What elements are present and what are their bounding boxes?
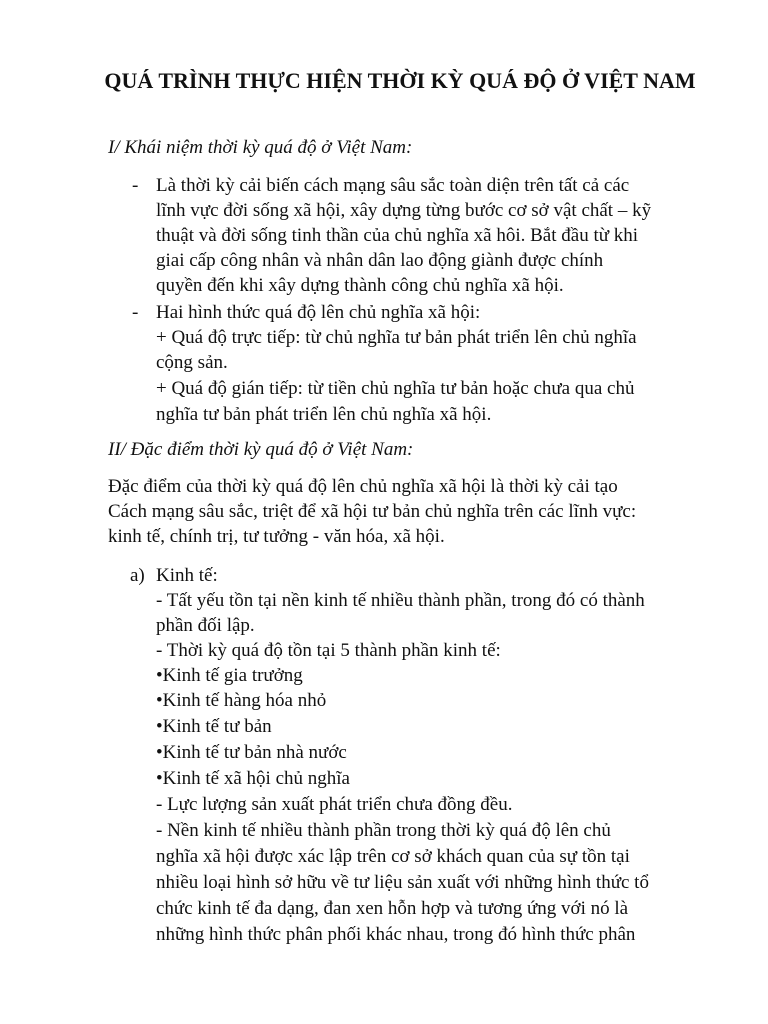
section2-heading: II/ Đặc điểm thời kỳ quá độ ở Việt Nam: (108, 439, 414, 460)
subsection-a-line: •Kinh tế gia trưởng (156, 665, 303, 686)
section1-bullet1-line: quyền đến khi xây dựng thành công chủ nghĩa xã hội. (156, 275, 564, 296)
section2-intro-line: Đặc điểm của thời kỳ quá độ lên chủ nghĩa xã hội là thời kỳ cải tạo (108, 476, 618, 497)
section1-bullet2-line: cộng sản. (156, 352, 228, 373)
section1-bullet2-line: + Quá độ trực tiếp: từ chủ nghĩa tư bản phát triển lên chủ nghĩa (156, 327, 637, 348)
subsection-a-line: - Nền kinh tế nhiều thành phần trong thời kỳ quá độ lên chủ (156, 820, 611, 841)
section1-bullet1-line: thuật và đời sống tinh thần của chủ nghĩa xã hôi. Bắt đầu từ khi (156, 225, 639, 246)
subsection-a-line: - Lực lượng sản xuất phát triển chưa đồng đều. (156, 794, 513, 815)
subsection-a-line: nghĩa xã hội được xác lập trên cơ sở khách quan của sự tồn tại (156, 846, 630, 867)
section1-bullet1-line: Là thời kỳ cải biến cách mạng sâu sắc toàn diện trên tất cả các (156, 175, 630, 196)
subsection-a-line: nhiều loại hình sở hữu về tư liệu sản xuất với những hình thức tổ (156, 872, 649, 893)
subsection-a-line: - Thời kỳ quá độ tồn tại 5 thành phần kinh tế: (156, 640, 501, 661)
section1-heading: I/ Khái niệm thời kỳ quá độ ở Việt Nam: (108, 137, 413, 158)
subsection-a-line: chức kinh tế đa dạng, đan xen hỗn hợp và tương ứng với nó là (156, 898, 629, 919)
section1-bullet1-line: lĩnh vực đời sống xã hội, xây dựng từng bước cơ sở vật chất – kỹ (156, 200, 652, 221)
subsection-a-line: •Kinh tế tư bản (156, 716, 272, 737)
subsection-a-line: •Kinh tế tư bản nhà nước (156, 742, 347, 763)
subsection-a-line: những hình thức phân phối khác nhau, trong đó hình thức phân (156, 924, 636, 945)
section2-intro-line: kinh tế, chính trị, tư tưởng - văn hóa, xã hội. (108, 526, 445, 547)
section1-bullet2-line: + Quá độ gián tiếp: từ tiền chủ nghĩa tư bản hoặc chưa qua chủ (156, 378, 635, 399)
bullet-marker: - (132, 175, 139, 196)
section1-bullet2-line: nghĩa tư bản phát triển lên chủ nghĩa xã hội. (156, 404, 492, 425)
subsection-a-line: phần đối lập. (156, 615, 255, 636)
subsection-a-line: - Tất yếu tồn tại nền kinh tế nhiều thành phần, trong đó có thành (156, 590, 645, 611)
document-title: QUÁ TRÌNH THỰC HIỆN THỜI KỲ QUÁ ĐỘ Ở VIỆT NAM (104, 68, 696, 93)
subsection-a-line: •Kinh tế hàng hóa nhỏ (156, 690, 327, 711)
section1-bullet2-line: Hai hình thức quá độ lên chủ nghĩa xã hội: (156, 302, 481, 323)
section2-intro-line: Cách mạng sâu sắc, triệt để xã hội tư bản chủ nghĩa trên các lĩnh vực: (108, 501, 637, 522)
subsection-a-line: •Kinh tế xã hội chủ nghĩa (156, 768, 350, 789)
section1-bullet1-line: giai cấp công nhân và nhân dân lao động giành được chính (156, 250, 604, 271)
subsection-a-label: Kinh tế: (156, 565, 218, 586)
subsection-a-marker: a) (130, 565, 145, 586)
bullet-marker: - (132, 302, 139, 323)
